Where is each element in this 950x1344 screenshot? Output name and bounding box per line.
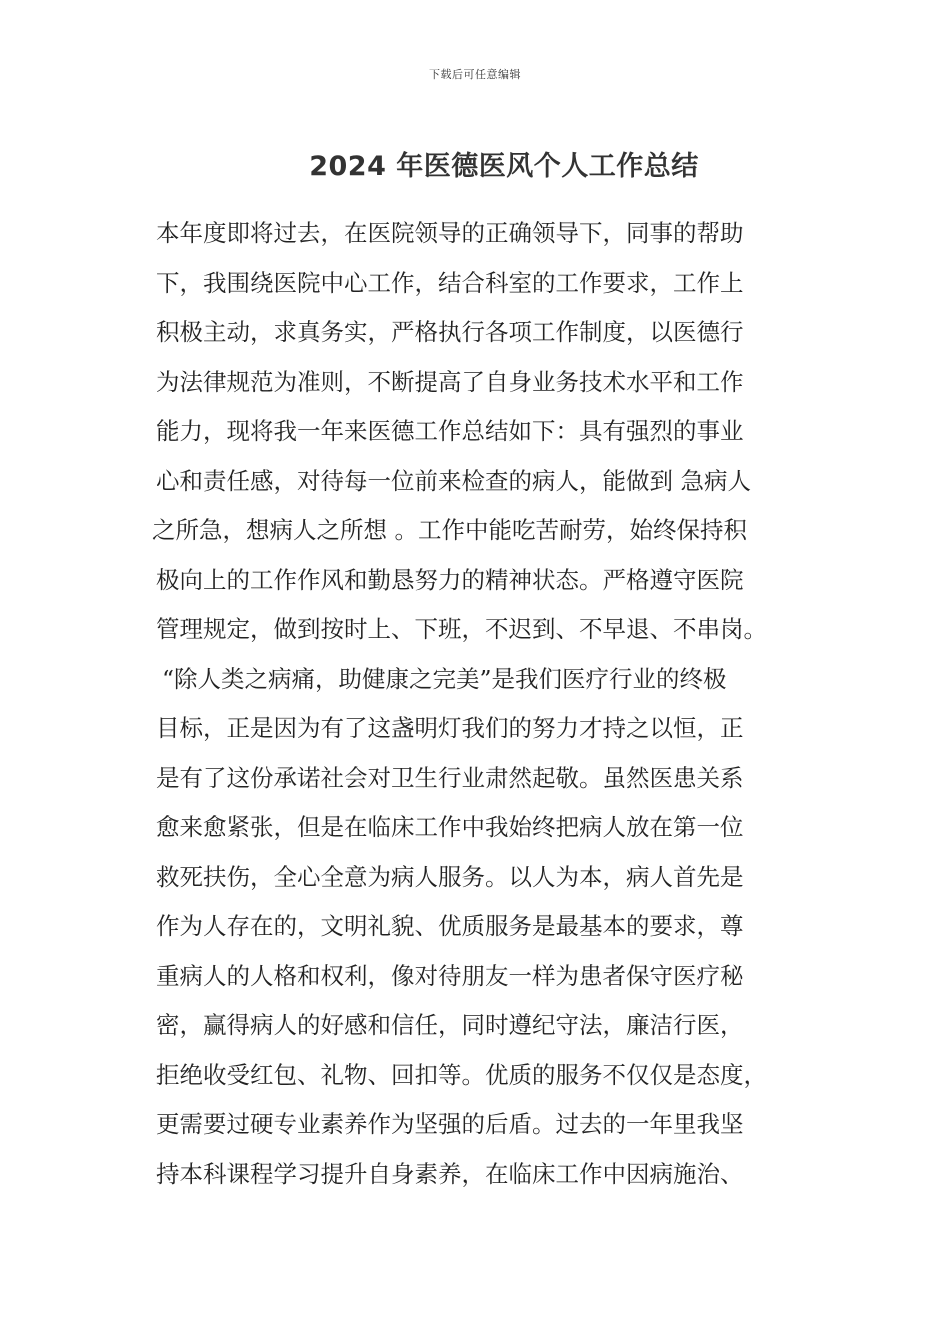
body-line: 更需要过硬专业素养作为坚强的后盾。过去的一年里我坚 [156,1110,744,1138]
document-body [152,213,816,1203]
body-line: 为法律规范为准则，不断提高了自身业务技术水平和工作 [156,367,744,396]
body-line: 下，我围绕医院中心工作，结合科室的工作要求，工作上 [156,268,744,297]
body-line: 本年度即将过去，在医院领导的正确领导下，同事的帮助 [156,219,744,247]
body-line: 愈来愈紧张，但是在临床工作中我始终把病人放在第一位 [156,813,744,841]
body-line: “除人类之病痛，助健康之完美”是我们医疗行业的终极 [162,664,727,693]
body-line: 救死扶伤，全心全意为病人服务。以人为本，病人首先是 [156,862,744,891]
body-line: 是有了这份承诺社会对卫生行业肃然起敬。虽然医患关系 [156,763,744,792]
body-line: 管理规定，做到按时上、下班，不迟到、不早退、不串岗。 [156,615,767,643]
body-line: 能力，现将我一年来医德工作总结如下：具有强烈的事业 [156,417,744,445]
body-line: 心和责任感，对待每一位前来检查的病人，能做到 急病人 [156,466,751,495]
header-note: 下载后可任意编辑 [429,68,521,81]
body-line: 拒绝收受红包、礼物、回扣等。优质的服务不仅仅是态度， [156,1060,767,1089]
body-line: 持本科课程学习提升自身素养，在临床工作中因病施治、 [156,1159,744,1188]
body-line: 作为人存在的，文明礼貌、优质服务是最基本的要求，尊 [156,912,744,940]
body-line: 积极主动，求真务实，严格执行各项工作制度，以医德行 [156,318,744,346]
body-line: 密，赢得病人的好感和信任，同时遵纪守法，廉洁行医， [156,1011,744,1039]
body-line: 之所急，想病人之所想 。工作中能吃苦耐劳，始终保持积 [152,516,747,544]
body-line: 目标，正是因为有了这盏明灯我们的努力才持之以恒，正 [156,714,744,742]
document-title: 2024 年医德医风个人工作总结 [309,151,699,182]
body-line: 重病人的人格和权利，像对待朋友一样为患者保守医疗秘 [156,961,744,990]
body-line: 极向上的工作作风和勤恳努力的精神状态。严格遵守医院 [156,565,744,594]
